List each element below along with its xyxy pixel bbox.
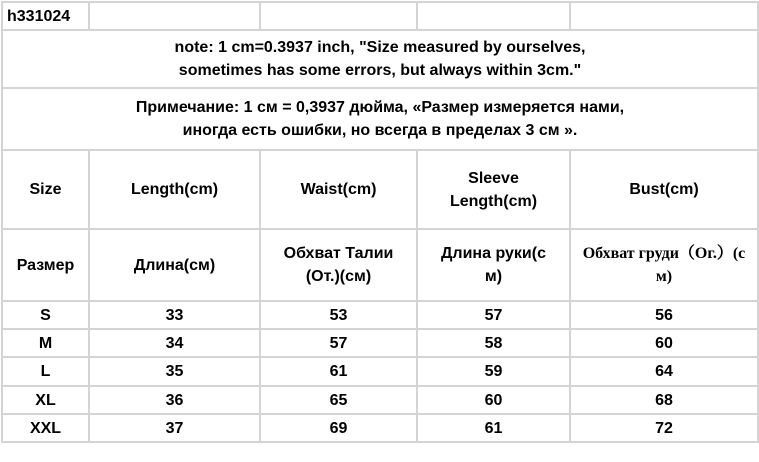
empty-cell: [89, 2, 260, 30]
header-sleeve-line-1: Sleeve: [468, 169, 519, 187]
bust-cell: 56: [570, 301, 758, 329]
note-russian: [2, 88, 758, 150]
header-ru-bust-line-1: Обхват груди（Ог.）(с: [582, 245, 746, 262]
header-size: Size: [2, 150, 89, 229]
header-en-row: [2, 150, 758, 229]
size-cell: S: [2, 301, 89, 329]
length-cell: 36: [89, 386, 260, 414]
empty-cell: [417, 2, 570, 30]
code-row: [2, 2, 758, 30]
length-cell: 34: [89, 329, 260, 357]
note-en-row: [2, 30, 758, 88]
header-ru-size: Размер: [2, 229, 89, 301]
note-ru-line-2: иногда есть ошибки, но всегда в пределах 3 см ».: [182, 122, 578, 139]
table-row: [2, 386, 758, 414]
header-ru-sleeve: [417, 229, 570, 301]
header-waist: Waist(cm): [260, 150, 417, 229]
header-ru-bust: [570, 229, 758, 301]
header-ru-sleeve-line-2: м): [484, 268, 503, 285]
sleeve-cell: 57: [417, 301, 570, 329]
waist-cell: 69: [260, 414, 417, 442]
header-ru-length: Длина(см): [89, 229, 260, 301]
length-cell: 33: [89, 301, 260, 329]
table-row: [2, 357, 758, 386]
size-cell: L: [2, 357, 89, 386]
length-cell: 37: [89, 414, 260, 442]
empty-cell: [570, 2, 758, 30]
waist-cell: 53: [260, 301, 417, 329]
note-en-line-1: note: 1 cm=0.3937 inch, "Size measured by ourselves,: [174, 39, 586, 56]
header-ru-sleeve-line-1: Длина руки(с: [441, 245, 546, 262]
size-table: [1, 1, 759, 443]
bust-cell: 68: [570, 386, 758, 414]
header-ru-waist-line-2: (От.)(см): [305, 268, 372, 285]
table-row: [2, 414, 758, 442]
bust-cell: 64: [570, 357, 758, 386]
size-cell: M: [2, 329, 89, 357]
header-ru-waist: [260, 229, 417, 301]
note-ru-row: [2, 88, 758, 150]
waist-cell: 57: [260, 329, 417, 357]
waist-cell: 65: [260, 386, 417, 414]
header-sleeve-length: [417, 150, 570, 229]
table-row: [2, 329, 758, 357]
sleeve-cell: 60: [417, 386, 570, 414]
size-cell: XXL: [2, 414, 89, 442]
table-row: [2, 301, 758, 329]
header-sleeve-line-2: Length(cm): [449, 192, 538, 210]
product-code: h331024: [2, 2, 89, 30]
header-ru-waist-line-1: Обхват Талии: [283, 245, 394, 262]
header-ru-row: [2, 229, 758, 301]
sleeve-cell: 58: [417, 329, 570, 357]
sleeve-cell: 61: [417, 414, 570, 442]
empty-cell: [260, 2, 417, 30]
size-cell: XL: [2, 386, 89, 414]
length-cell: 35: [89, 357, 260, 386]
header-ru-bust-line-2: м): [655, 268, 673, 285]
sleeve-cell: 59: [417, 357, 570, 386]
header-length: Length(cm): [89, 150, 260, 229]
header-bust: Bust(cm): [570, 150, 758, 229]
waist-cell: 61: [260, 357, 417, 386]
bust-cell: 60: [570, 329, 758, 357]
bust-cell: 72: [570, 414, 758, 442]
note-english: [2, 30, 758, 88]
note-en-line-2: sometimes has some errors, but always within 3cm.": [178, 62, 582, 79]
note-ru-line-1: Примечание: 1 см = 0,3937 дюйма, «Размер измеряется нами,: [135, 99, 625, 116]
